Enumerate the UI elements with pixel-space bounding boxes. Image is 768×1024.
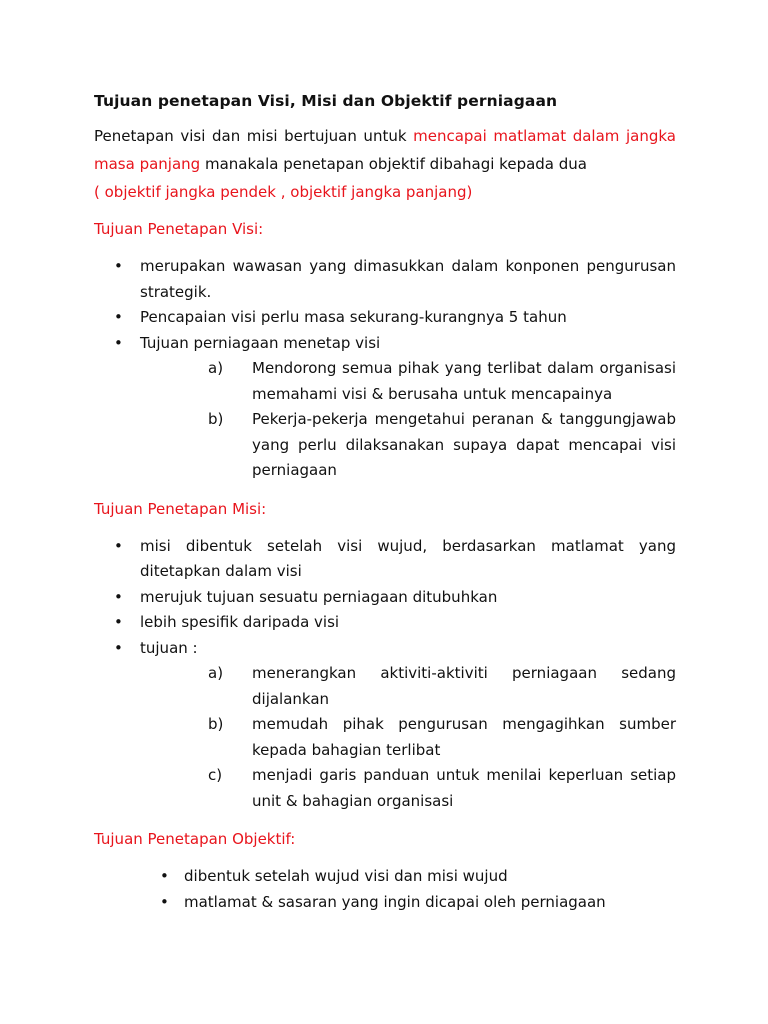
sub-marker: b): [208, 410, 224, 428]
list-item: • merujuk tujuan sesuatu perniagaan ditubuhkan: [94, 585, 676, 611]
sub-marker: a): [208, 359, 224, 377]
visi-heading: Tujuan Penetapan Visi:: [94, 220, 264, 238]
objektif-heading: Tujuan Penetapan Objektif:: [94, 830, 296, 848]
sub-item-text: Pekerja-pekerja mengetahui peranan & tanggungjawab yang perlu dilaksanakan supaya dapat mencapai visi perniagaan: [252, 410, 676, 479]
visi-bullet-list: [94, 254, 676, 356]
sub-list-item: [208, 407, 676, 484]
misi-sub-list: [94, 661, 676, 814]
sub-marker: a): [208, 664, 224, 682]
list-item: [94, 331, 676, 357]
visi-sub-list: [94, 356, 676, 484]
list-item: • misi dibentuk setelah visi wujud, berdasarkan matlamat yang ditetapkan dalam visi: [94, 534, 676, 585]
list-item: • merupakan wawasan yang dimasukkan dalam konponen pengurusan strategik.: [94, 254, 676, 305]
sub-marker: b): [208, 715, 224, 733]
list-item-text: Tujuan perniagaan menetap visi: [140, 333, 381, 352]
sub-item-text: menerangkan aktiviti-aktiviti perniagaan sedang dijalankan: [252, 664, 676, 708]
intro-text-1: Penetapan visi dan misi bertujuan untuk: [94, 127, 414, 145]
document-title: Tujuan penetapan Visi, Misi dan Objektif perniagaan: [94, 92, 558, 110]
sub-list-item: [208, 763, 676, 814]
intro-highlight-2: ( objektif jangka pendek , objektif jangka panjang): [94, 183, 473, 201]
intro-paragraph: [94, 122, 676, 206]
document-page: [94, 88, 676, 925]
sub-list-item: [208, 661, 676, 712]
sub-item-text: menjadi garis panduan untuk menilai keperluan setiap unit & bahagian organisasi: [252, 766, 676, 810]
sub-marker: c): [208, 766, 223, 784]
sub-item-text: Mendorong semua pihak yang terlibat dalam organisasi memahami visi & berusaha untuk mencapainya: [252, 359, 676, 403]
sub-item-text: memudah pihak pengurusan mengagihkan sumber kepada bahagian terlibat: [252, 715, 676, 759]
list-item: • lebih spesifik daripada visi: [94, 610, 676, 636]
misi-heading: Tujuan Penetapan Misi:: [94, 499, 267, 518]
intro-text-2: manakala penetapan objektif dibahagi kepada dua: [200, 155, 587, 173]
sub-list-item: [208, 712, 676, 763]
misi-bullet-list: [94, 534, 676, 662]
objektif-bullet-list: [94, 864, 676, 915]
list-item: • tujuan :: [94, 636, 676, 662]
sub-list-item: [208, 356, 676, 407]
intro-highlight-1: mencapai matlamat dalam jangka masa panjang: [94, 127, 676, 173]
list-item: • Pencapaian visi perlu masa sekurang-kurangnya 5 tahun: [94, 305, 676, 331]
list-item: • dibentuk setelah wujud visi dan misi wujud: [94, 864, 676, 890]
list-item: • matlamat & sasaran yang ingin dicapai oleh perniagaan: [94, 890, 676, 916]
